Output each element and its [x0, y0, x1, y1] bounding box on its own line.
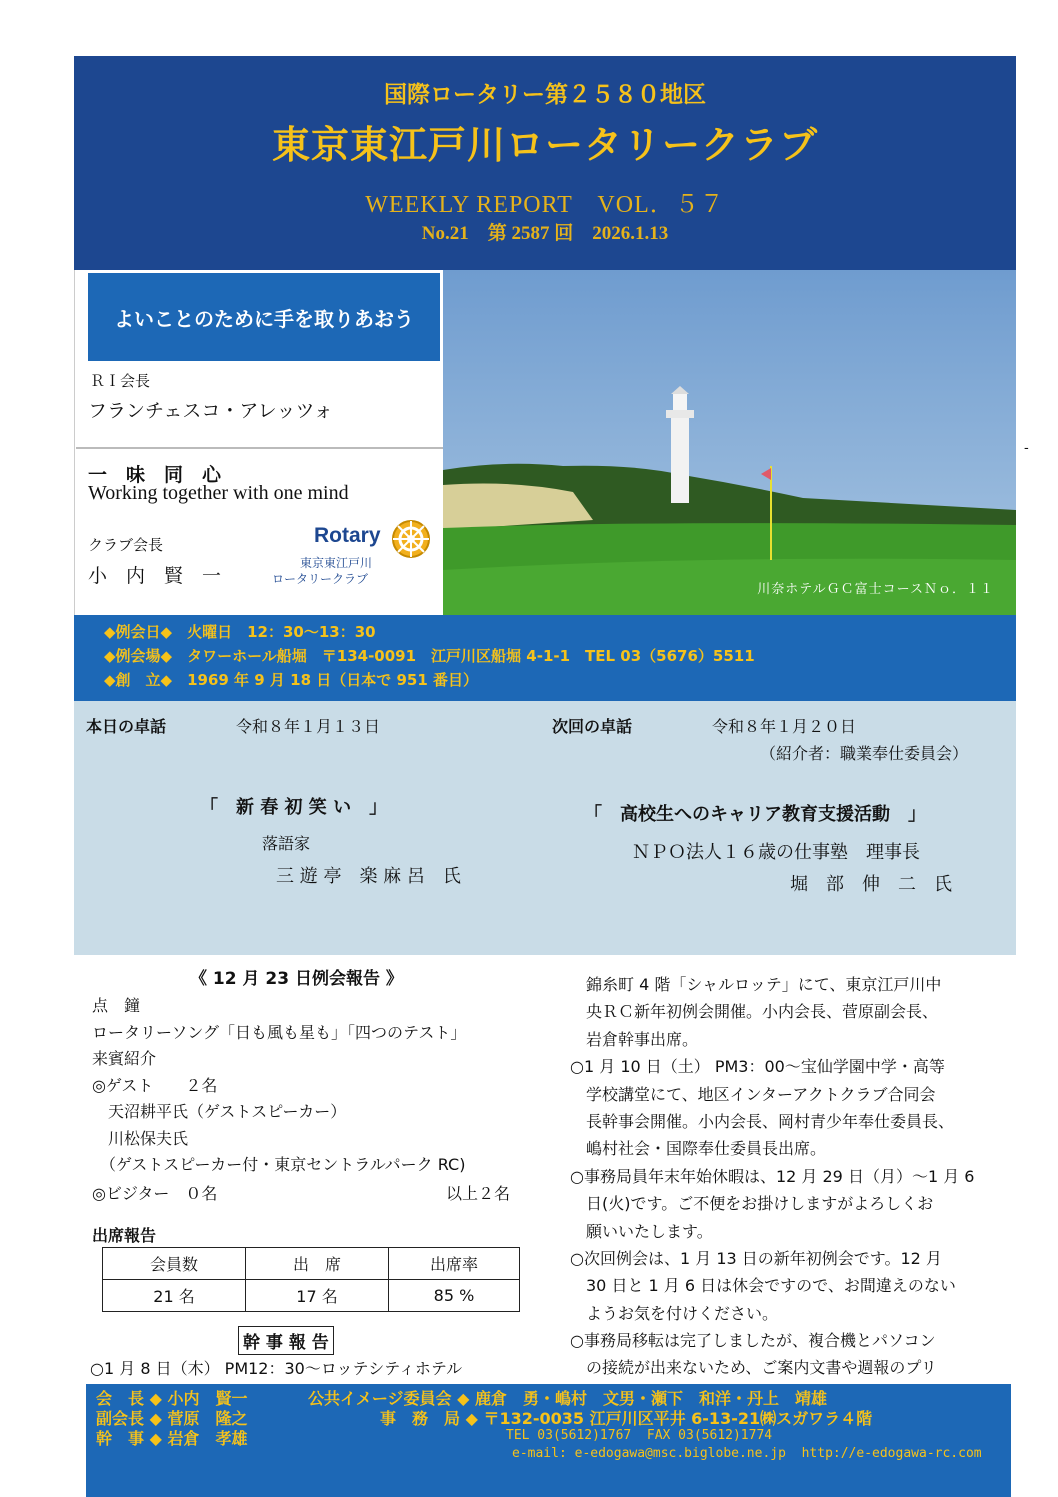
secretary-report-first-line: ○1 月 8 日（木） PM12：30～ロッテシティホテル — [90, 1359, 463, 1378]
next-speech-label: 次回の卓話 — [552, 717, 633, 736]
today-speaker-name: 三 遊 亭 楽 麻 呂 氏 — [276, 866, 461, 887]
secretary-report-continued — [570, 972, 974, 1383]
report-line: 長幹事会開催。小内会長、岡村青少年奉仕委員長、 — [570, 1111, 955, 1131]
report-line: ○1 月 10 日（土） PM3：00～宝仙学園中学・高等 — [570, 1057, 945, 1077]
photo-caption: 川奈ホテルＧＣ富士コースＮｏ．１１ — [757, 582, 994, 597]
club-motto-jp: 一 味 同 心 — [88, 464, 222, 486]
report-line: 天沼耕平氏（ゲストスピーカー） — [92, 1102, 347, 1121]
secretary-report-title: 幹 事 報 告 — [238, 1326, 334, 1355]
report-line: 願いいたします。 — [570, 1221, 713, 1241]
issue-number: No.21 第 2587 回 2026.1.13 — [421, 223, 669, 244]
table-cell: 85 % — [389, 1280, 520, 1312]
attendance-table — [102, 1247, 520, 1312]
next-speech-title: 「 高校生へのキャリア教育支援活動 」 — [584, 804, 926, 825]
report-line: 30 日と 1 月 6 日は休会ですので、お間違えのない — [570, 1276, 956, 1296]
report-line: 日(火)です。ご不便をお掛けしますがよろしくお — [570, 1194, 934, 1214]
next-speech-date: 令和８年１月２０日 — [712, 717, 857, 736]
table-header-cell: 出 席 — [246, 1248, 389, 1280]
rotary-wheel-icon — [390, 518, 432, 560]
attendance-title: 出席報告 — [92, 1226, 157, 1245]
table-cell: 21 名 — [103, 1280, 246, 1312]
report-line: ○次回例会は、1 月 13 日の新年初例会です。12 月 — [570, 1248, 942, 1268]
footer-office-address: 事 務 局 ◆ 〒132-0035 江戸川区平井 6-13-21㈱スガワラ４階 — [380, 1409, 873, 1428]
meeting-report-lines — [92, 993, 466, 1179]
footer-email-web: e-mail: e-edogawa@msc.biglobe.ne.jp http://e-edogawa-rc.com — [512, 1446, 982, 1461]
masthead — [74, 56, 1016, 270]
report-line: 点 鐘 — [92, 996, 141, 1015]
margin-mark: - — [1024, 440, 1029, 456]
table-header-cell: 会員数 — [103, 1248, 246, 1280]
report-line: の接続が出来ないため、ご案内文書や週報のプリ — [570, 1358, 937, 1378]
report-line: 川松保夫氏 — [92, 1128, 189, 1148]
meeting-day: ◆例会日◆ 火曜日 12：30～13：30 — [104, 623, 376, 641]
speech-section — [74, 701, 1016, 955]
meeting-report-title: 《 12 月 23 日例会報告 》 — [190, 969, 403, 989]
footer-secretary: 幹 事 ◆ 岩倉 孝雄 — [96, 1429, 248, 1448]
footer-tel-fax: TEL 03(5612)1767 FAX 03(5612)1774 — [506, 1428, 773, 1443]
table-header-cell: 出席率 — [389, 1248, 520, 1280]
report-line: ロータリーソング「日も風も星も」「四つのテスト」 — [92, 1022, 467, 1042]
today-speech-title: 「 新 春 初 笑 い 」 — [200, 797, 388, 818]
today-speaker-role: 落語家 — [262, 834, 311, 853]
club-founded: ◆創 立◆ 1969 年 9 月 18 日（日本で 951 番目） — [104, 671, 478, 689]
table-row — [103, 1248, 520, 1280]
rotary-logo-line2: ロータリークラブ — [272, 572, 369, 586]
report-line: ようお気を付けください。 — [570, 1303, 779, 1323]
report-line: 学校講堂にて、地区インターアクトクラブ合同会 — [570, 1084, 936, 1104]
table-cell: 17 名 — [246, 1280, 389, 1312]
footer-president: 会 長 ◆ 小内 賢一 — [96, 1389, 248, 1408]
report-line: （ゲストスピーカー付・東京セントラルパーク RC) — [92, 1155, 466, 1174]
next-speaker-role: ＮＰＯ法人１６歳の仕事塾 理事長 — [632, 842, 920, 863]
rotary-logo — [266, 516, 436, 588]
ri-president-label: ＲＩ会長 — [90, 372, 151, 390]
footer-pr-committee: 公共イメージ委員会 ◆ 鹿倉 勇・嶋村 文男・瀬下 和洋・丹上 靖雄 — [308, 1389, 827, 1408]
report-line: 来賓紹介 — [92, 1049, 157, 1068]
footer-vice-president: 副会長 ◆ 菅原 隆之 — [96, 1409, 248, 1428]
rotary-logo-line1: 東京東江戸川 — [300, 556, 373, 570]
rotary-wordmark: Rotary — [314, 524, 381, 547]
club-name: 東京東江戸川ロータリークラブ — [271, 123, 818, 167]
table-row — [103, 1280, 520, 1312]
total-count: 以上２名 — [446, 1184, 511, 1203]
next-speech-introducer: （紹介者：職業奉仕委員会） — [760, 744, 969, 763]
ri-theme-box: よいことのために手を取りあおう — [88, 273, 440, 361]
report-line: 錦糸町 4 階「シャルロッテ」にて、東京江戸川中 — [570, 975, 942, 994]
meeting-place: ◆例会場◆ タワーホール船堀 〒134-0091 江戸川区船堀 4-1-1 TEL 03（5676）5511 — [104, 647, 755, 665]
district-title: 国際ロータリー第２５８０地区 — [384, 82, 706, 108]
club-president-name: 小 内 賢 一 — [88, 565, 222, 587]
club-motto-en: Working together with one mind — [88, 482, 349, 504]
today-speech-label: 本日の卓話 — [86, 717, 167, 736]
officer-footer — [86, 1384, 1011, 1497]
report-line: 央ＲＣ新年初例会開催。小内会長、菅原副会長、 — [570, 1002, 939, 1022]
ri-president-name: フランチェスコ・アレッツォ — [88, 400, 333, 422]
report-line: ○事務局員年末年始休暇は、12 月 29 日（月）～1 月 6 — [570, 1166, 975, 1186]
club-president-label: クラブ会長 — [88, 536, 164, 554]
report-line: 嶋村社会・国際奉仕委員長出席。 — [570, 1139, 827, 1159]
today-speech-date: 令和８年１月１３日 — [236, 717, 381, 736]
report-line: ○事務局移転は完了しましたが、複合機とパソコン — [570, 1331, 936, 1351]
golf-course-photo — [443, 270, 1016, 615]
weekly-report-volume: WEEKLY REPORT VOL．５７ — [365, 192, 725, 218]
report-line: 岩倉幹事出席。 — [570, 1029, 699, 1049]
visitor-count: ◎ビジター ０名 — [92, 1184, 218, 1203]
next-speaker-name: 堀 部 伸 二 氏 — [790, 874, 952, 895]
meeting-info-bar — [74, 615, 1016, 701]
panel-divider — [76, 447, 446, 449]
report-line: ◎ゲスト ２名 — [92, 1075, 218, 1095]
